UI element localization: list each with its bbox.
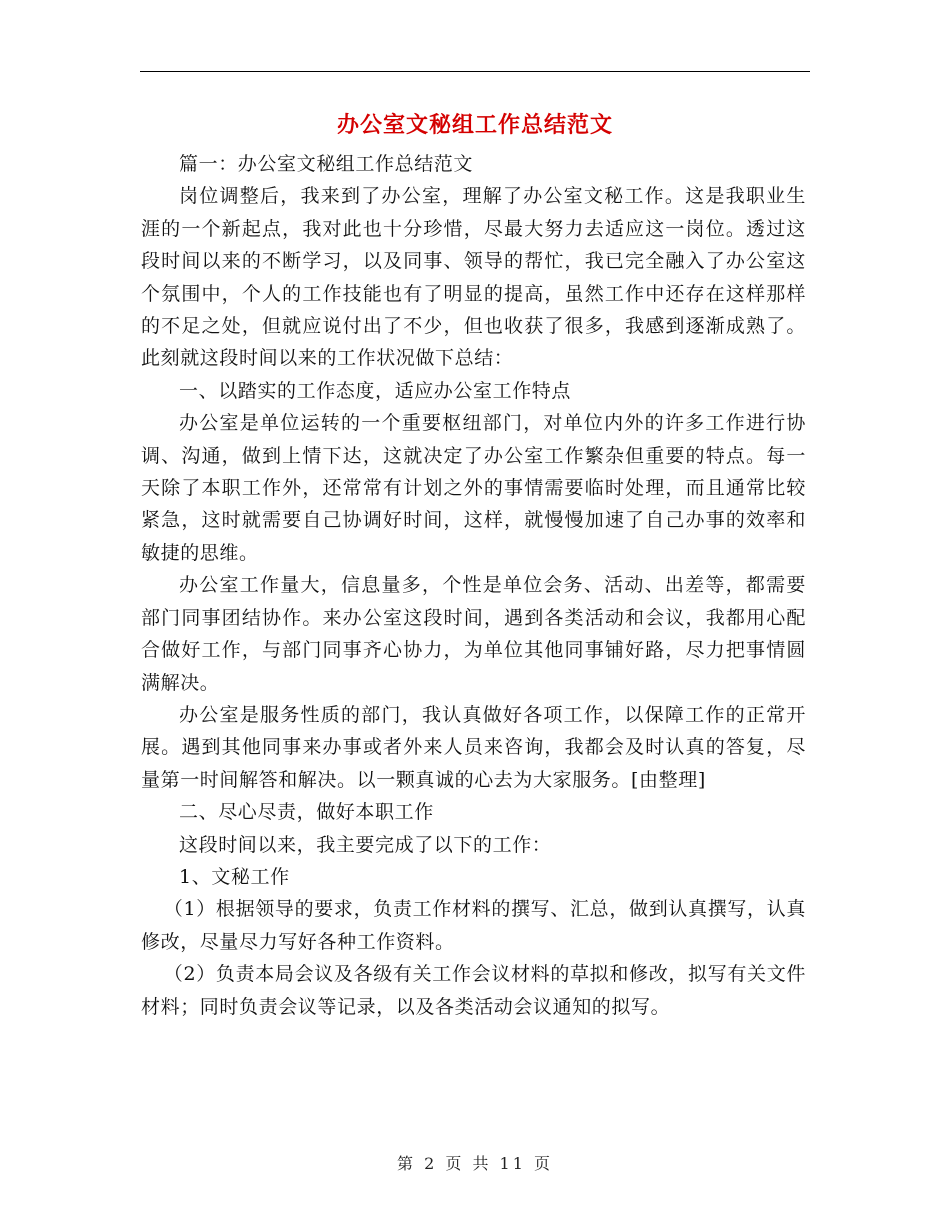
paragraph-workload: 办公室工作量大，信息量多，个性是单位会务、活动、出差等，都需要部门同事团结协作。来办公室这段时间，遇到各类活动和会议，我都用心配合做好工作，与部门同事齐心协力，为单位其他同事铺好路，尽力把事情圆满解决。	[141, 574, 806, 694]
document-body	[141, 148, 806, 1023]
paragraph-intro: 岗位调整后，我来到了办公室，理解了办公室文秘工作。这是我职业生涯的一个新起点，我对此也十分珍惜，尽最大努力去适应这一岗位。透过这段时间以来的不断学习，以及同事、领导的帮忙，我已完全融入了办公室这个氛围中，个人的工作技能也有了明显的提高，虽然工作中还存在这样那样的不足之处，但就应说付出了不少，但也收获了很多，我感到逐渐成熟了。此刻就这段时间以来的工作状况做下总结：	[141, 185, 806, 370]
list-item-1-1: （1）根据领导的要求，负责工作材料的撰写、汇总，做到认真撰写，认真修改，尽量尽力写好各种工作资料。	[141, 898, 806, 953]
document-title: 办公室文秘组工作总结范文	[336, 112, 613, 138]
heading-part-2: 二、尽心尽责，做好本职工作	[179, 801, 434, 824]
paragraph-office-hub: 办公室是单位运转的一个重要枢纽部门，对单位内外的许多工作进行协调、沟通，做到上情下达，这就决定了办公室工作繁杂但重要的特点。每一天除了本职工作外，还常常有计划之外的事情需要临时处理，而且通常比较紧急，这时就需要自己协调好时间，这样，就慢慢加速了自己办事的效率和敏捷的思维。	[141, 412, 806, 564]
heading-item-1: 1、文秘工作	[179, 865, 290, 888]
paragraph-service: 办公室是服务性质的部门，我认真做好各项工作，以保障工作的正常开展。遇到其他同事来办事或者外来人员来咨询，我都会及时认真的答复，尽量第一时间解答和解决。以一颗真诚的心去为大家服务。[由整理]	[141, 703, 806, 791]
header-rule	[140, 71, 810, 72]
page-number: 第 2 页 共 11 页	[397, 1154, 553, 1173]
section-heading: 篇一：办公室文秘组工作总结范文	[179, 153, 474, 175]
list-item-1-2: （2）负责本局会议及各级有关工作会议材料的草拟和修改，拟写有关文件材料；同时负责会议等记录，以及各类活动会议通知的拟写。	[141, 963, 806, 1018]
paragraph-main-work: 这段时间以来，我主要完成了以下的工作：	[179, 833, 552, 856]
heading-part-1: 一、以踏实的工作态度，适应办公室工作特点	[179, 379, 572, 402]
